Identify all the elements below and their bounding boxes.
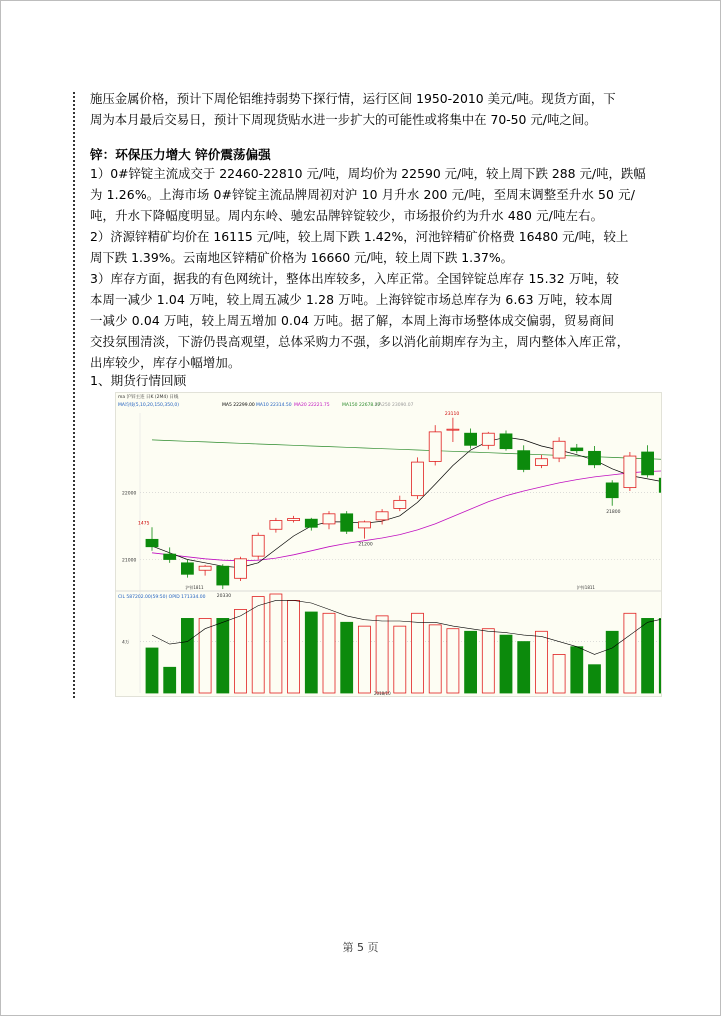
volume-bar bbox=[358, 626, 370, 693]
candle-down bbox=[181, 563, 193, 574]
candle-down bbox=[341, 514, 353, 531]
candle-down bbox=[606, 483, 618, 498]
price-annotation: 21200 bbox=[358, 542, 373, 548]
candle-down bbox=[518, 451, 530, 470]
volume-bar bbox=[252, 597, 264, 693]
candle-up bbox=[270, 521, 282, 530]
candle-up bbox=[394, 500, 406, 508]
candle-up bbox=[535, 459, 547, 466]
volume-bar bbox=[235, 609, 247, 693]
candle-down bbox=[659, 478, 661, 492]
volume-bar bbox=[164, 667, 176, 693]
candle-up bbox=[447, 429, 459, 430]
kline-svg bbox=[116, 393, 661, 696]
volume-bar bbox=[412, 613, 424, 693]
candle-down bbox=[589, 451, 601, 464]
candle-down bbox=[500, 434, 512, 449]
section-heading-zinc: 锌：环保压力增大 锌价震荡偏强 bbox=[90, 147, 271, 162]
candle-down bbox=[571, 448, 583, 451]
price-annotation: 1475 bbox=[138, 521, 150, 527]
volume-bar bbox=[376, 616, 388, 693]
volume-date-label: 2018/10 bbox=[374, 691, 391, 696]
volume-tick-label: 4万 bbox=[122, 640, 130, 646]
contract-label: 沪锌1811 bbox=[185, 585, 204, 590]
subsection-heading-futures: 1、期货行情回顾 bbox=[90, 373, 187, 388]
volume-bar bbox=[642, 618, 654, 693]
volume-bar bbox=[659, 618, 661, 693]
volume-bar bbox=[217, 618, 229, 693]
price-tick-label: 21000 bbox=[122, 558, 137, 564]
volume-bar bbox=[181, 618, 193, 693]
candle-up bbox=[482, 433, 494, 445]
volume-bar bbox=[447, 629, 459, 693]
volume-bar bbox=[589, 665, 601, 693]
volume-bar bbox=[341, 622, 353, 693]
candle-up bbox=[376, 512, 388, 520]
ma20-legend: MA20 22221.75 bbox=[294, 403, 330, 408]
body-text-line: 吨，升水下降幅度明显。周内东岭、驰宏品牌锌锭较少，市场报价约为升水 480 元/吨左右。 bbox=[90, 208, 604, 223]
candle-up bbox=[235, 559, 247, 578]
candle-up bbox=[323, 514, 335, 524]
body-text-line: 出库较少，库存小幅增加。 bbox=[90, 355, 241, 370]
volume-bar bbox=[500, 635, 512, 693]
ma5-line bbox=[152, 437, 661, 567]
ma250-legend: MA250 23090.07 bbox=[375, 403, 414, 408]
ma150-line bbox=[152, 440, 661, 460]
body-text-line: 交投氛围清淡，下游仍畏高观望，总体采购力不强，多以消化前期库存为主，周内整体入库正常， bbox=[90, 334, 630, 349]
candle-up bbox=[624, 456, 636, 488]
volume-bar bbox=[535, 631, 547, 693]
volume-bar bbox=[465, 631, 477, 693]
volume-bar bbox=[606, 631, 618, 693]
volume-bar bbox=[305, 612, 317, 693]
candle-down bbox=[305, 519, 317, 527]
candle-down bbox=[164, 554, 176, 559]
volume-bar bbox=[394, 626, 406, 693]
volume-bar bbox=[571, 647, 583, 693]
ma5-legend: MA5 22299.00 bbox=[222, 403, 255, 408]
candle-up bbox=[252, 535, 264, 556]
body-text-line: 一减少 0.04 万吨，较上周五增加 0.04 万吨。据了解，本周上海市场整体成交偏弱，贸易商间 bbox=[90, 313, 615, 328]
volume-bar bbox=[288, 600, 300, 693]
ma150-legend: MA150 22678.27 bbox=[342, 403, 381, 408]
candle-up bbox=[199, 566, 211, 570]
volume-bar bbox=[270, 594, 282, 693]
candle-up bbox=[358, 522, 370, 528]
volume-bar bbox=[429, 625, 441, 693]
candle-up bbox=[429, 432, 441, 462]
body-text-line: 周下跌 1.39%。云南地区锌精矿价格为 16660 元/吨，较上周下跌 1.37%。 bbox=[90, 250, 514, 265]
body-text-line: 施压金属价格，预计下周伦铝维持弱势下探行情，运行区间 1950-2010 美元/吨。现货方面，下 bbox=[90, 91, 616, 106]
volume-bar bbox=[323, 613, 335, 693]
margin-rule bbox=[73, 92, 75, 698]
volume-bar bbox=[518, 642, 530, 693]
futures-kline-chart bbox=[115, 392, 662, 697]
price-annotation: 21800 bbox=[606, 509, 621, 515]
candle-down bbox=[217, 566, 229, 585]
volume-bar bbox=[482, 629, 494, 693]
body-text-line: 3）库存方面，据我的有色网统计，整体出库较多，入库正常。全国锌锭总库存 15.32 万吨，较 bbox=[90, 271, 619, 286]
candle-up bbox=[553, 441, 565, 458]
price-tick-label: 22000 bbox=[122, 491, 137, 497]
contract-label: 沪锌1811 bbox=[576, 585, 595, 590]
volume-bar bbox=[146, 648, 158, 693]
body-text-line: 周为本月最后交易日，预计下周现货贴水进一步扩大的可能性或将集中在 70-50 元/吨之间。 bbox=[90, 112, 597, 127]
candle-down bbox=[642, 452, 654, 475]
candle-up bbox=[412, 462, 424, 496]
candle-up bbox=[288, 519, 300, 521]
body-text-line: 1）0#锌锭主流成交于 22460-22810 元/吨，周均价为 22590 元/吨，较上周下跌 288 元/吨，跌幅 bbox=[90, 166, 646, 181]
ma20-line bbox=[152, 471, 661, 561]
volume-bar bbox=[553, 654, 565, 693]
volume-header: CIL 587202.00(59:50) OPID 171334.00 bbox=[118, 595, 206, 600]
ma-legend-label: MA均线(5,10,20,150,350,0) bbox=[118, 403, 179, 408]
page-number: 第 5 页 bbox=[342, 941, 379, 954]
candle-down bbox=[465, 433, 477, 445]
candle-down bbox=[146, 539, 158, 546]
price-annotation: 20330 bbox=[216, 594, 232, 600]
body-text-line: 2）济源锌精矿均价在 16115 元/吨，较上周下跌 1.42%，河池锌精矿价格费 16480 元/吨，较上 bbox=[90, 229, 629, 244]
volume-bar bbox=[199, 618, 211, 693]
price-annotation: 23110 bbox=[444, 411, 460, 417]
body-text-line: 为 1.26%。上海市场 0#锌锭主流品牌周初对沪 10 月升水 200 元/吨，至周末调整至升水 50 元/ bbox=[90, 187, 636, 202]
body-text-line: 本周一减少 1.04 万吨，较上周五减少 1.28 万吨。上海锌锭市场总库存为 6.63 万吨，较本周 bbox=[90, 292, 613, 307]
chart-header-text: ma 沪锌主连 日K (2M4) 日线 bbox=[118, 395, 179, 400]
ma10-legend: MA10 22314.50 bbox=[256, 403, 292, 408]
volume-bar bbox=[624, 613, 636, 693]
